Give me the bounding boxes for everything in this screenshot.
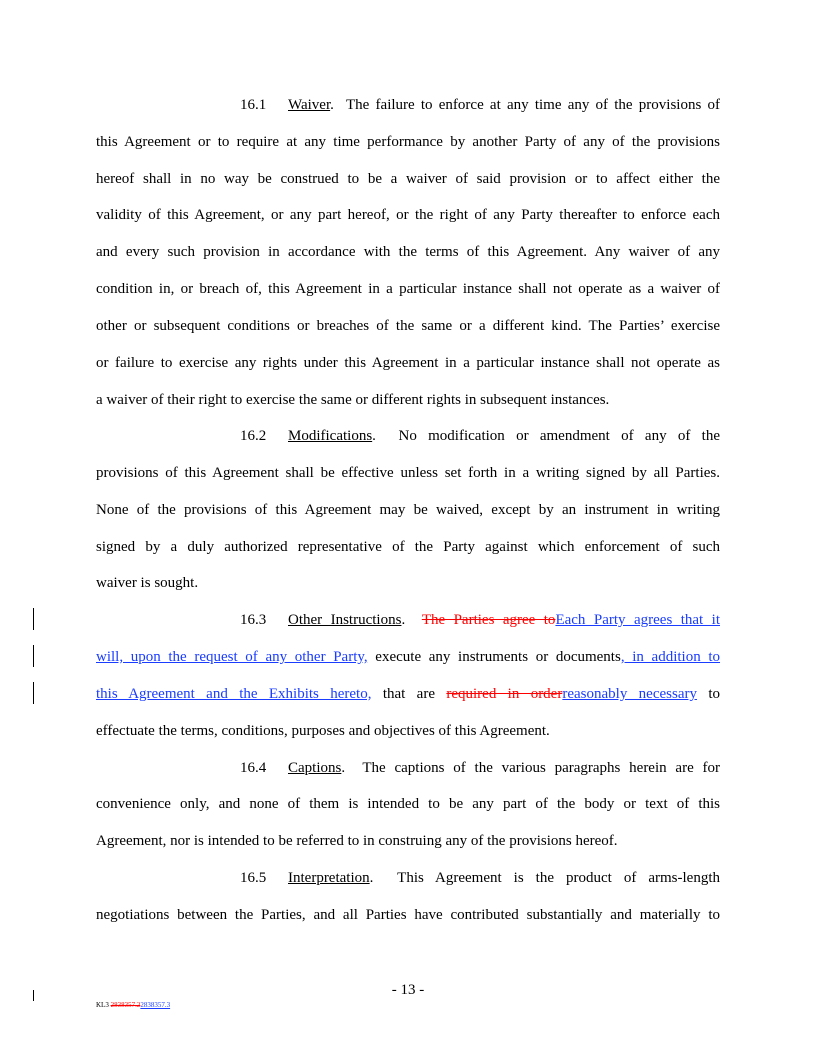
inserted-text: will, upon the request of any other Party,	[96, 649, 368, 665]
section-16-2-line-3: None of the provisions of this Agreement may be waived, except by an instrument in writing	[96, 502, 720, 518]
section-16-3-line-4: effectuate the terms, conditions, purposes and objectives of this Agreement.	[96, 723, 550, 739]
section-16-5-line-1: 16.5 Interpretation. This Agreement is the product of arms-length	[240, 870, 720, 886]
section-16-1-line-5: and every such provision in accordance with the terms of this Agreement. Any waiver of any	[96, 244, 720, 260]
section-16-1-line-3: hereof shall in no way be construed to be a waiver of said provision or to affect either the	[96, 171, 720, 187]
page-number: - 13 -	[391, 982, 425, 998]
section-16-1-line-1: 16.1 Waiver. The failure to enforce at any time any of the provisions of	[240, 97, 721, 113]
change-bar	[33, 608, 34, 630]
section-number: 16.5	[240, 870, 267, 886]
section-16-1-line-6: condition in, or breach of, this Agreement in a particular instance shall not operate as a waiver of	[96, 281, 720, 297]
inserted-text: reasonably necessary	[562, 686, 697, 702]
inserted-text: this Agreement and the Exhibits hereto,	[96, 686, 372, 702]
change-bar	[33, 990, 34, 1001]
section-title: Waiver	[288, 97, 331, 113]
section-16-5-line-2: negotiations between the Parties, and all Parties have contributed substantially and materially to	[96, 907, 720, 923]
section-16-3-line-3: this Agreement and the Exhibits hereto, that are required in orderreasonably necessary to	[96, 686, 721, 702]
inserted-text: 2838357.3	[140, 1001, 171, 1009]
section-16-2-line-5: waiver is sought.	[96, 575, 199, 591]
section-number: 16.3	[240, 612, 267, 628]
section-16-1-line-4: validity of this Agreement, or any part hereof, or the right of any Party thereafter to enforce each	[96, 207, 720, 223]
section-16-3-line-1: 16.3 Other Instructions. The Parties agree toEach Party agrees that it	[240, 612, 720, 628]
section-16-4-line-1: 16.4 Captions. The captions of the various paragraphs herein are for	[240, 760, 720, 776]
inserted-text: Each Party agrees that it	[555, 612, 720, 628]
section-title: Interpretation	[288, 870, 370, 886]
deleted-text: The Parties agree to	[421, 612, 556, 628]
section-16-4-line-2: convenience only, and none of them is intended to be any part of the body or text of this	[96, 796, 720, 812]
section-16-1-line-9: a waiver of their right to exercise the same or different rights in subsequent instances.	[96, 392, 610, 408]
deleted-text: 2838357.2	[110, 1001, 141, 1009]
document-id: KL3 2838357.22838357.3	[96, 1001, 171, 1009]
section-number: 16.4	[240, 760, 267, 776]
section-number: 16.1	[240, 97, 267, 113]
section-title: Captions	[288, 760, 342, 776]
section-16-3-line-2: will, upon the request of any other Party, execute any instruments or documents, in addition to	[96, 649, 721, 665]
section-title: Other Instructions	[288, 612, 402, 628]
section-16-1-line-7: other or subsequent conditions or breaches of the same or a different kind. The Parties’ exercise	[96, 318, 720, 334]
change-bar	[33, 682, 34, 704]
inserted-text: , in addition to	[620, 649, 721, 665]
section-16-4-line-3: Agreement, nor is intended to be referred to in construing any of the provisions hereof.	[96, 833, 618, 849]
section-title: Modifications	[288, 428, 373, 444]
section-16-2-line-1: 16.2 Modifications. No modification or amendment of any of the	[240, 428, 720, 444]
section-16-2-line-4: signed by a duly authorized representative of the Party against which enforcement of such	[96, 539, 720, 555]
change-bar	[33, 645, 34, 667]
section-16-2-line-2: provisions of this Agreement shall be effective unless set forth in a writing signed by all Parties.	[96, 465, 720, 481]
section-16-1-line-8: or failure to exercise any rights under this Agreement in a particular instance shall not operate as	[96, 355, 720, 371]
deleted-text: required in order	[446, 686, 563, 702]
section-number: 16.2	[240, 428, 267, 444]
section-16-1-line-2: this Agreement or to require at any time performance by another Party of any of the provisions	[96, 134, 720, 150]
